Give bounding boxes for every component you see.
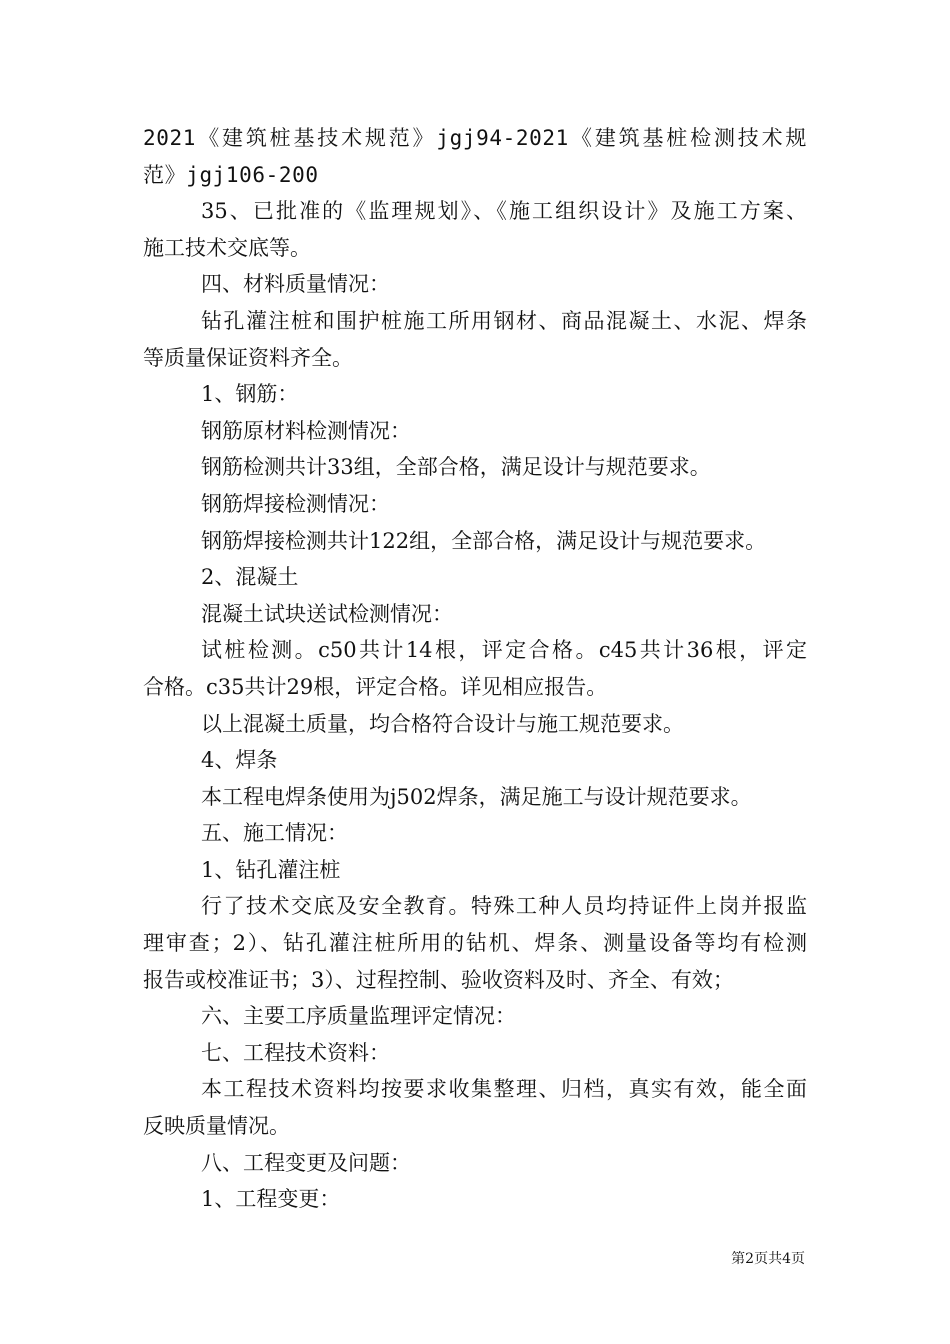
text-line: 反映质量情况。	[143, 1114, 290, 1139]
text-line: 1、工程变更：	[201, 1187, 341, 1212]
text-line: 等质量保证资料齐全。	[143, 345, 353, 370]
text-line: 钻孔灌注桩和围护桩施工所用钢材、商品混凝土、水泥、焊条	[201, 308, 807, 333]
text-line: 行了技术交底及安全教育。特殊工种人员均持证件上岗并报监	[201, 894, 807, 919]
text-line: 以上混凝土质量，均合格符合设计与施工规范要求。	[201, 711, 684, 736]
text-line: 本工程技术资料均按要求收集整理、归档，真实有效，能全面	[201, 1077, 807, 1102]
text-line: 混凝土试块送试检测情况：	[201, 601, 453, 626]
text-line: 试桩检测。c50共计14根，评定合格。c45共计36根，评定	[201, 638, 807, 663]
text-line: 4、焊条	[201, 748, 278, 773]
text-line: 2021《建筑桩基技术规范》jgj94-2021《建筑基桩检测技术规	[143, 126, 807, 150]
text-line: 钢筋焊接检测情况：	[201, 491, 390, 516]
text-line: 理审查；2）、钻孔灌注桩所用的钻机、焊条、测量设备等均有检测	[143, 931, 807, 956]
text-line: 2、混凝土	[201, 565, 299, 590]
text-line: 报告或校准证书；3）、过程控制、验收资料及时、齐全、有效；	[143, 967, 734, 992]
text-line: 六、主要工序质量监理评定情况：	[201, 1004, 516, 1029]
document-body	[143, 120, 807, 1218]
text-line: 1、钻孔灌注桩	[201, 857, 341, 882]
text-line: 四、材料质量情况：	[201, 272, 390, 297]
text-line: 本工程电焊条使用为j502焊条，满足施工与设计规范要求。	[201, 784, 752, 809]
text-line: 钢筋原材料检测情况：	[201, 418, 411, 443]
text-line: 施工技术交底等。	[143, 235, 311, 260]
text-line: 五、施工情况：	[201, 821, 348, 846]
text-line: 合格。c35共计29根，评定合格。详见相应报告。	[143, 674, 608, 699]
text-line: 七、工程技术资料：	[201, 1040, 390, 1065]
text-line: 钢筋检测共计33组，全部合格，满足设计与规范要求。	[201, 455, 711, 480]
text-line: 范》jgj106-200	[143, 162, 319, 187]
text-line: 八、工程变更及问题：	[201, 1150, 411, 1175]
text-line: 钢筋焊接检测共计122组，全部合格，满足设计与规范要求。	[201, 528, 767, 553]
page-number: 第2页共4页	[731, 1251, 805, 1267]
text-line: 35、已批准的《监理规划》、《施工组织设计》及施工方案、	[201, 199, 807, 224]
text-line: 1、钢筋：	[201, 382, 299, 407]
